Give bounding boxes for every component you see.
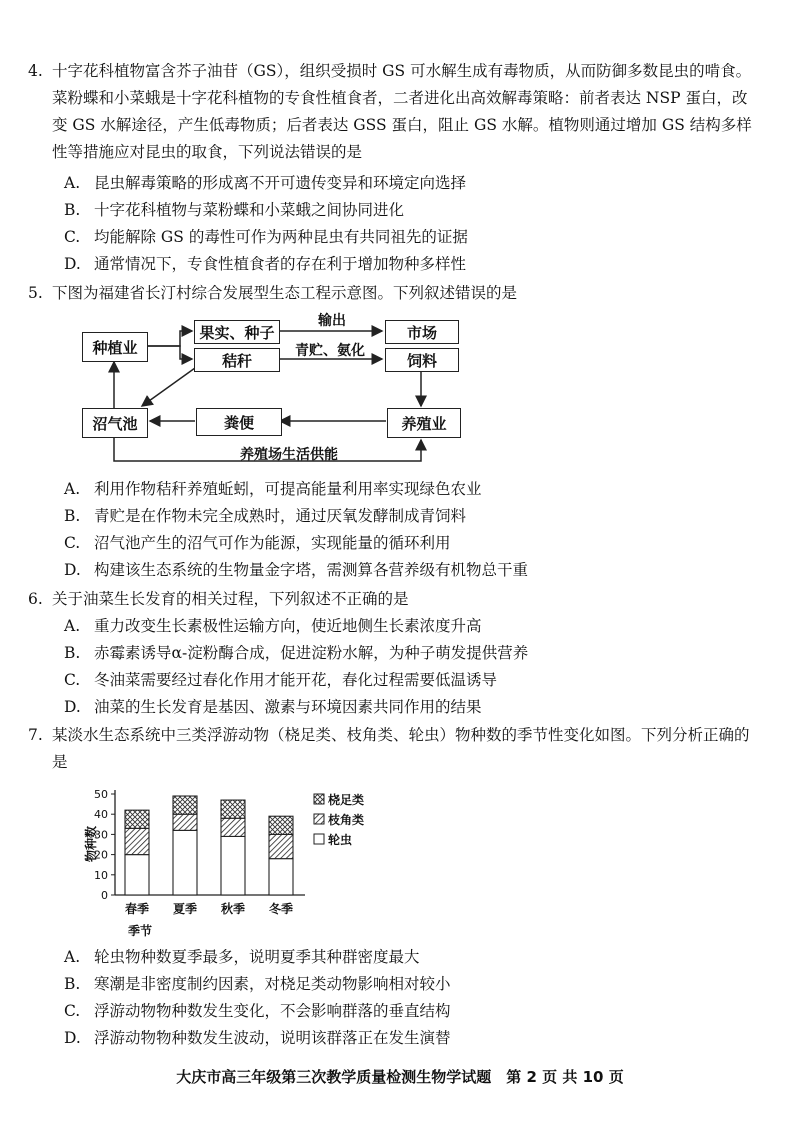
x-tick-label: 秋季 xyxy=(220,902,246,916)
y-tick-label: 20 xyxy=(94,848,108,862)
q4-option-c[interactable]: C. 均能解除 GS 的毒性可作为两种昆虫有共同祖先的证据 xyxy=(64,228,468,246)
bar-segment-轮虫 xyxy=(269,859,293,895)
bar-segment-桡足类 xyxy=(125,810,149,828)
q6-option-d[interactable]: D. 油菜的生长发育是基因、激素与环境因素共同作用的结果 xyxy=(64,698,482,716)
q5-option-c[interactable]: C. 沼气池产生的沼气可作为能源，实现能量的循环利用 xyxy=(64,534,451,552)
y-tick-label: 30 xyxy=(94,828,108,842)
q5-option-d[interactable]: D. 构建该生态系统的生物量金字塔，需测算各营养级有机物总干重 xyxy=(64,561,529,579)
diagram-arrows xyxy=(0,0,800,470)
question-stem: 十字花科植物富含芥子油苷（GS），组织受损时 GS 可水解生成有毒物质，从而防御多数昆虫的啃食。菜粉蝶和小菜蛾是十字花科植物的专食性植食者，二者进化出高效解毒策略：前者表达 NSP 蛋白，改变 GS 水解途径，产生低毒物质；后者表达 GSS 蛋白，阻止 GS 水解。植物则通过增加 GS 结构多样性等措施应对昆虫的取食，下列说法错误的是 xyxy=(52,62,752,161)
bar-segment-轮虫 xyxy=(173,830,197,895)
legend-swatch-桡足类 xyxy=(314,794,324,804)
q4-option-b[interactable]: B. 十字花科植物与菜粉蝶和小菜蛾之间协同进化 xyxy=(64,201,405,219)
breeding-box: 养殖业 xyxy=(387,408,461,438)
bar-segment-轮虫 xyxy=(221,836,245,895)
silage-label: 青贮、氨化 xyxy=(295,343,365,359)
bar-segment-轮虫 xyxy=(125,855,149,895)
y-axis-label: 物种数 xyxy=(84,825,98,863)
q5-option-a[interactable]: A. 利用作物秸秆养殖蚯蚓，可提高能量利用率实现绿色农业 xyxy=(64,480,482,498)
q4-option-a[interactable]: A. 昆虫解毒策略的形成离不开可遗传变异和环境定向选择 xyxy=(64,174,467,192)
page-footer: 大庆市高三年级第三次教学质量检测生物学试题 第 2 页 共 10 页 xyxy=(176,1068,624,1086)
question-7 xyxy=(28,722,752,776)
fruit-seed-box: 果实、种子 xyxy=(194,320,280,344)
feed-box: 饲料 xyxy=(385,348,459,372)
x-axis-label: 季节 xyxy=(127,924,153,938)
legend-swatch-轮虫 xyxy=(314,834,324,844)
eco-engineering-diagram xyxy=(0,0,800,470)
question-number: 5. xyxy=(28,284,43,302)
q6-option-c[interactable]: C. 冬油菜需要经过春化作用才能开花，春化过程需要低温诱导 xyxy=(64,671,498,689)
q7-option-d[interactable]: D. 浮游动物物种数发生波动，说明该群落正在发生演替 xyxy=(64,1029,451,1047)
bar-segment-枝角类 xyxy=(125,828,149,854)
question-6 xyxy=(28,586,752,613)
market-box: 市场 xyxy=(385,320,459,344)
x-tick-label: 冬季 xyxy=(268,902,294,916)
y-tick-label: 50 xyxy=(94,788,108,801)
bar-segment-枝角类 xyxy=(221,818,245,836)
q5-option-b[interactable]: B. 青贮是在作物未完全成熟时，通过厌氧发酵制成青饲料 xyxy=(64,507,467,525)
export-label: 输出 xyxy=(318,313,346,329)
y-tick-label: 10 xyxy=(94,868,108,882)
y-tick-label: 40 xyxy=(94,808,108,822)
bar-segment-桡足类 xyxy=(221,800,245,818)
biogas-box: 沼气池 xyxy=(82,408,148,438)
question-number: 4. xyxy=(28,62,43,80)
q7-option-a[interactable]: A. 轮虫物种数夏季最多，说明夏季其种群密度最大 xyxy=(64,948,420,966)
legend-swatch-枝角类 xyxy=(314,814,324,824)
q6-option-a[interactable]: A. 重力改变生长素极性运输方向，使近地侧生长素浓度升高 xyxy=(64,617,482,635)
legend-label: 桡足类 xyxy=(328,793,365,807)
straw-box: 秸秆 xyxy=(194,348,280,372)
question-stem: 关于油菜生长发育的相关过程，下列叙述不正确的是 xyxy=(52,590,409,608)
q7-option-b[interactable]: B. 寒潮是非密度制约因素，对桡足类动物影响相对较小 xyxy=(64,975,451,993)
planting-box: 种植业 xyxy=(82,332,148,362)
legend-label: 轮虫 xyxy=(328,833,353,847)
question-number: 6. xyxy=(28,590,43,608)
question-number: 7. xyxy=(28,726,43,744)
x-tick-label: 夏季 xyxy=(172,902,198,916)
q7-option-c[interactable]: C. 浮游动物物种数发生变化，不会影响群落的垂直结构 xyxy=(64,1002,451,1020)
q4-option-d[interactable]: D. 通常情况下，专食性植食者的存在利于增加物种多样性 xyxy=(64,255,467,273)
question-stem: 某淡水生态系统中三类浮游动物（桡足类、枝角类、轮虫）物种数的季节性变化如图。下列分析正确的是 xyxy=(52,726,750,771)
species-stacked-bar-chart xyxy=(0,782,800,942)
bar-segment-枝角类 xyxy=(269,834,293,858)
x-tick-label: 春季 xyxy=(124,902,150,916)
question-stem: 下图为福建省长汀村综合发展型生态工程示意图。下列叙述错误的是 xyxy=(52,284,518,302)
bar-segment-枝角类 xyxy=(173,814,197,830)
legend-label: 枝角类 xyxy=(328,813,365,827)
y-tick-label: 0 xyxy=(101,889,108,902)
manure-box: 粪便 xyxy=(196,408,282,436)
bar-segment-桡足类 xyxy=(173,796,197,814)
q6-option-b[interactable]: B. 赤霉素诱导α-淀粉酶合成，促进淀粉水解，为种子萌发提供营养 xyxy=(64,644,529,662)
supply-label: 养殖场生活供能 xyxy=(240,447,338,463)
bar-segment-桡足类 xyxy=(269,816,293,834)
